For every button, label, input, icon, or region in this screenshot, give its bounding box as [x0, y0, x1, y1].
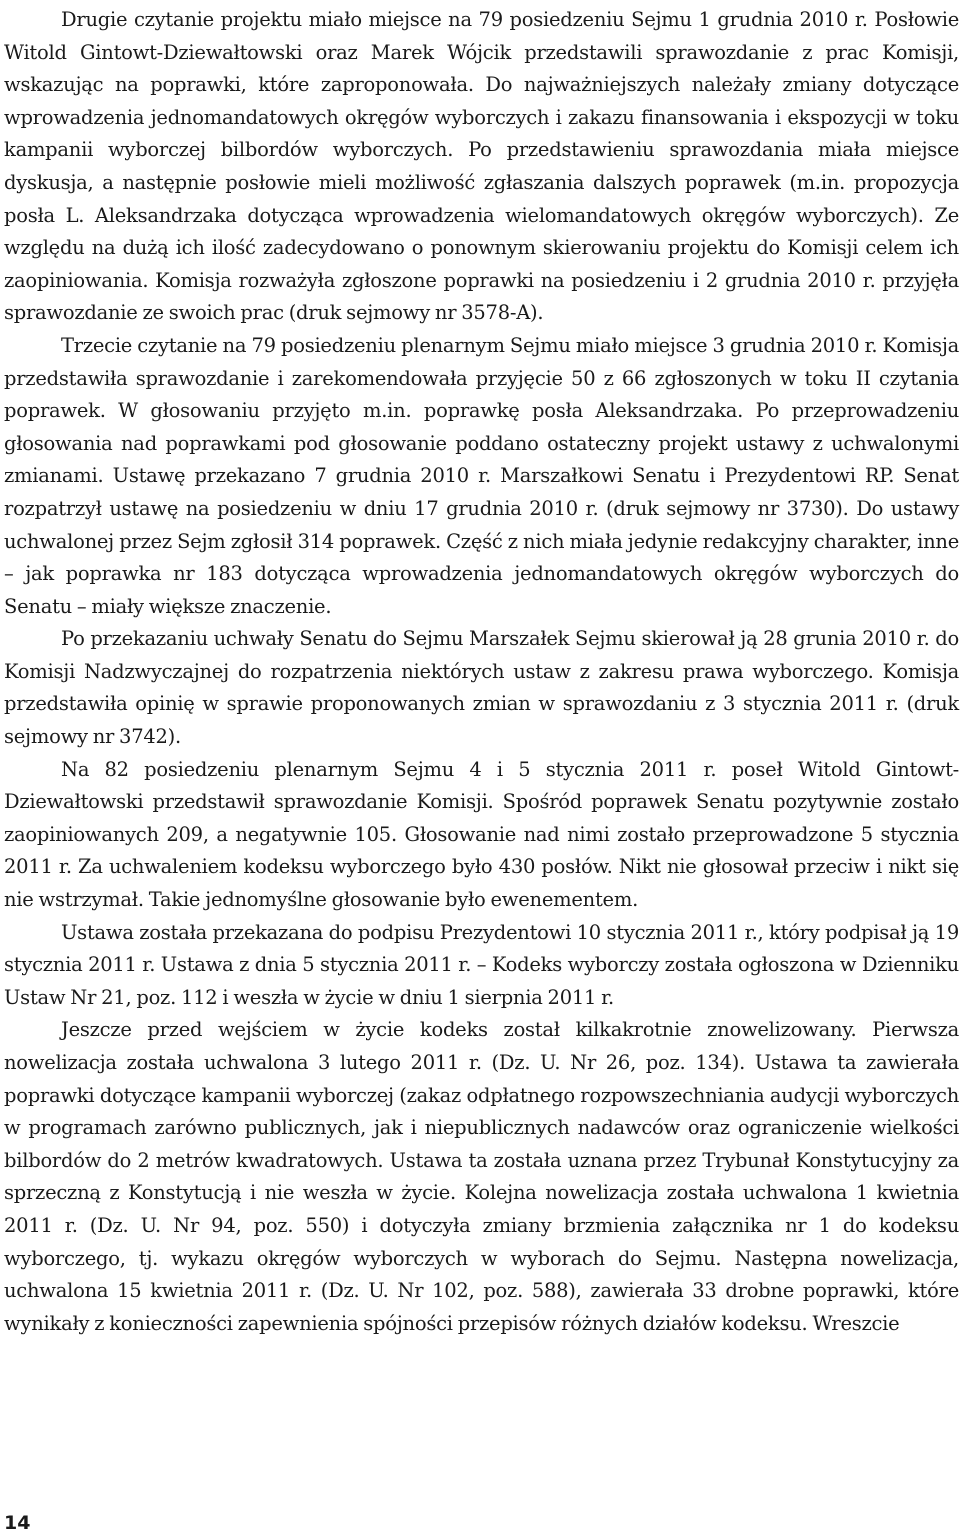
- page-number: 14: [4, 1512, 31, 1534]
- paragraph-signing: Ustawa została przekazana do podpisu Prezydentowi 10 stycznia 2011 r., który podpisał ją 19 stycznia 2011 r. Ustawa z dnia 5 stycznia 2011 r. – Kodeks wyborczy została ogłoszona w Dzienniku Ustaw Nr 21, poz. 112 i weszła w życie w dniu 1 sierpnia 2011 r.: [4, 920, 959, 1009]
- paragraph-senate-resolution: Po przekazaniu uchwały Senatu do Sejmu Marszałek Sejmu skierował ją 28 grunia 2010 r. do Komisji Nadzwyczajnej do rozpatrzenia niektórych ustaw z zakresu prawa wyborczego. Komisja przedstawiła opinię w sprawie proponowanych zmian w sprawozdaniu z 3 stycznia 2011 r. (druk sejmowy nr 3742).: [4, 627, 959, 749]
- paragraph-second-reading: Drugie czytanie projektu miało miejsce na 79 posiedzeniu Sejmu 1 grudnia 2010 r. Posłowie Witold Gintowt-Dziewałtowski oraz Marek Wójcik przedstawili sprawozdanie z prac Komisji, wskazując na poprawki, które zaproponowała. Do najważniejszych należały zmiany dotyczące wprowadzenia jednomandatowych okręgów wyborczych i zakazu finansowania i ekspozycji w toku kampanii wyborczej bilbordów wyborczych. Po przedstawieniu sprawozdania miała miejsce dyskusja, a następnie posłowie mieli możliwość zgłaszania dalszych poprawek (m.in. propozycja posła L. Aleksandrzaka dotycząca wprowadzenia wielomandatowych okręgów wyborczych). Ze względu na dużą ich ilość zadecydowano o ponownym skierowaniu projektu do Komisji celem ich zaopiniowania. Komisja rozważyła zgłoszone poprawki na posiedzeniu i 2 grudnia 2010 r. przyjęła sprawozdanie ze swoich prac (druk sejmowy nr 3578-A).: [4, 8, 959, 325]
- paragraph-third-reading: Trzecie czytanie na 79 posiedzeniu plenarnym Sejmu miało miejsce 3 grudnia 2010 r. Komisja przedstawiła sprawozdanie i zarekomendowała przyjęcie 50 z 66 zgłoszonych w toku II czytania poprawek. W głosowaniu przyjęto m.in. poprawkę posła Aleksandrzaka. Po przeprowadzeniu głosowania nad poprawkami pod głosowanie poddano ostateczny projekt ustawy z uchwalonymi zmianami. Ustawę przekazano 7 grudnia 2010 r. Marszałkowi Senatu i Prezydentowi RP. Senat rozpatrzył ustawę na posiedzeniu w dniu 17 grudnia 2010 r. (druk sejmowy nr 3730). Do ustawy uchwalonej przez Sejm zgłosił 314 poprawek. Część z nich miała jedynie redakcyjny charakter, inne – jak poprawka nr 183 dotycząca wprowadzenia jednomandatowych okręgów wyborczych do Senatu – miały większe znaczenie.: [4, 333, 959, 618]
- paragraph-amendments: Jeszcze przed wejściem w życie kodeks został kilkakrotnie znowelizowany. Pierwsza nowelizacja została uchwalona 3 lutego 2011 r. (Dz. U. Nr 26, poz. 134). Ustawa ta zawierała poprawki dotyczące kampanii wyborczej (zakaz odpłatnego rozpowszechniania audycji wyborczych w programach zarówno publicznych, jak i niepublicznych nadawców oraz ograniczenie wielkości bilbordów do 2 metrów kwadratowych. Ustawa ta została uznana przez Trybunał Konstytucyjny za sprzeczną z Konstytucją i nie weszła w życie. Kolejna nowelizacja została uchwalona 1 kwietnia 2011 r. (Dz. U. Nr 94, poz. 550) i dotyczyła zmiany brzmienia załącznika nr 1 do kodeksu wyborczego, tj. wykazu okręgów wyborczych w wyborach do Sejmu. Następna nowelizacja, uchwalona 15 kwietnia 2011 r. (Dz. U. Nr 102, poz. 588), zawierała 33 drobne poprawki, które wynikały z konieczności zapewnienia spójności przepisów różnych działów kodeksu. Wreszcie: [4, 1018, 959, 1335]
- paragraph-82nd-sitting: Na 82 posiedzeniu plenarnym Sejmu 4 i 5 stycznia 2011 r. poseł Witold Gintowt-Dziewałtowski przedstawił sprawozdanie Komisji. Spośród poprawek Senatu pozytywnie zostało zaopiniowanych 209, a negatywnie 105. Głosowanie nad nimi zostało przeprowadzone 5 stycznia 2011 r. Za uchwaleniem kodeksu wyborczego było 430 posłów. Nikt nie głosował przeciw i nikt się nie wstrzymał. Takie jednomyślne głosowanie było ewenementem.: [4, 757, 959, 912]
- document-body: [4, 4, 959, 1340]
